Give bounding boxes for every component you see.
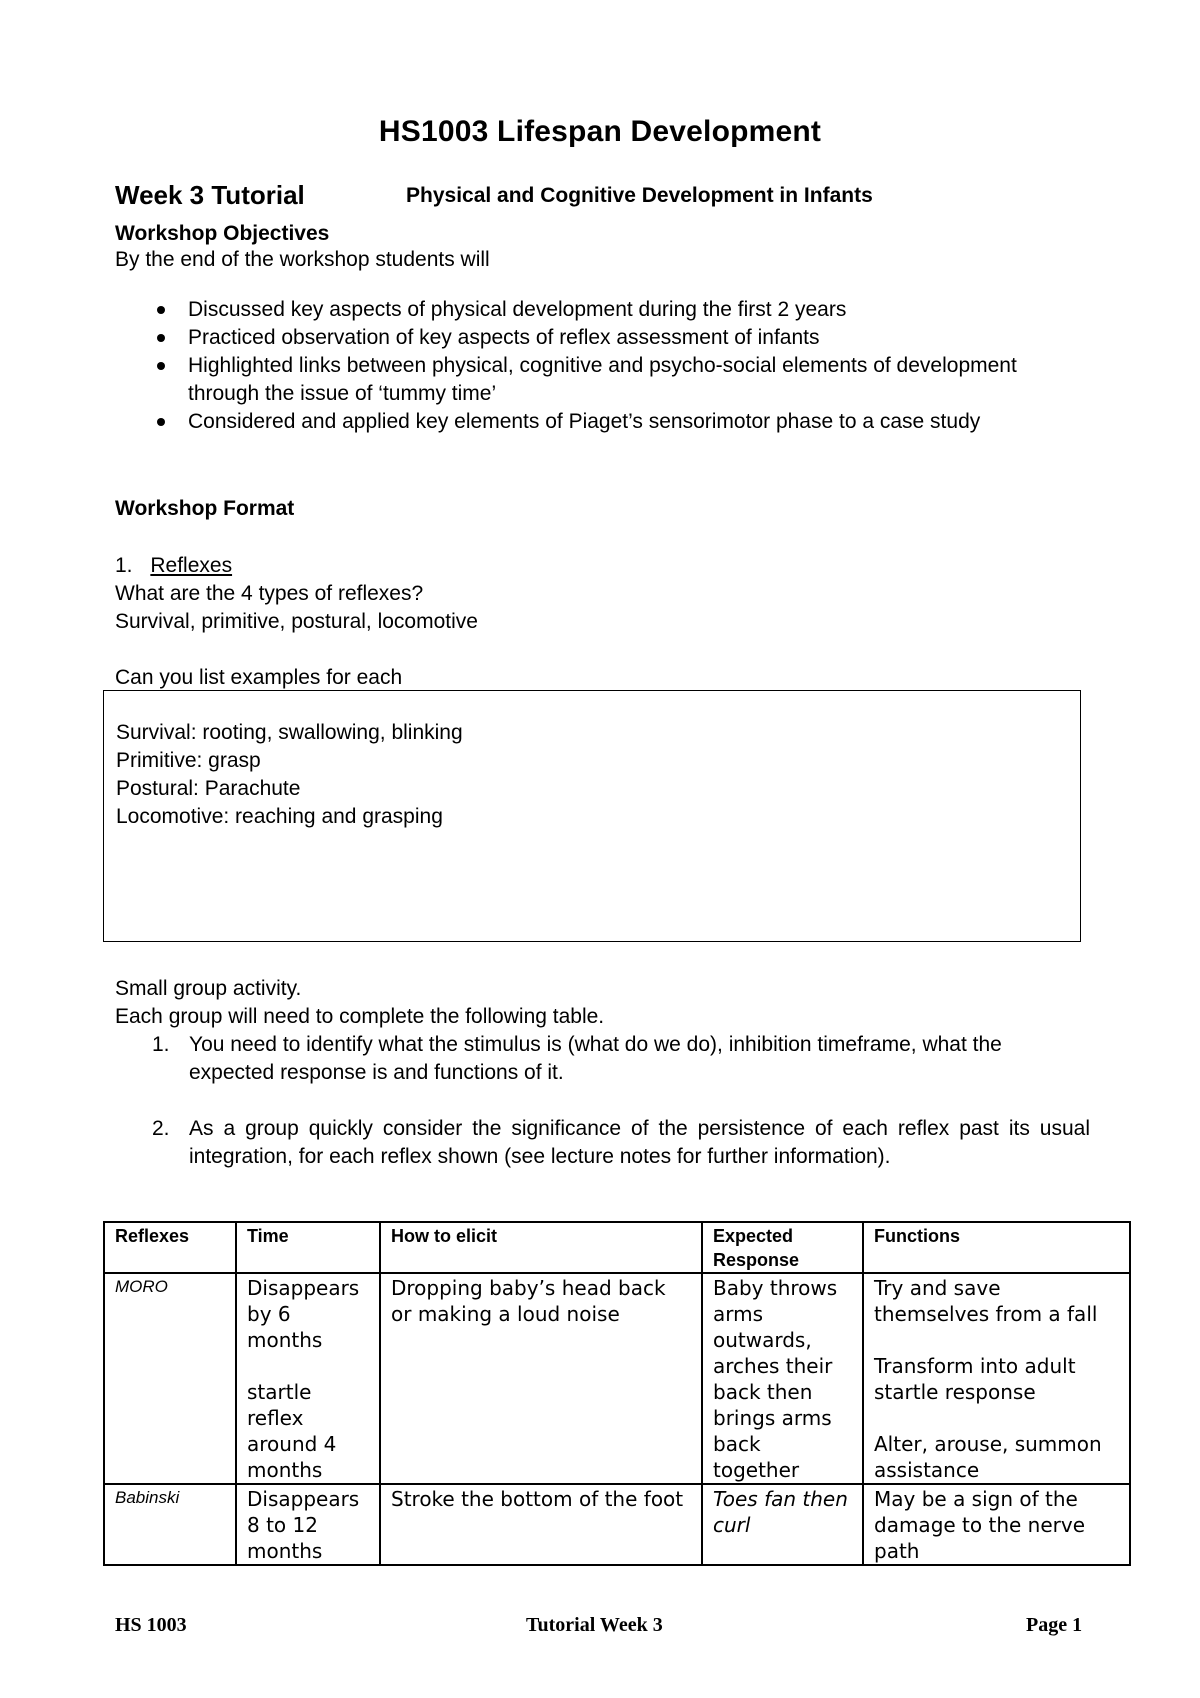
function-text: Try and save themselves from a fall <box>874 1276 1098 1326</box>
objectives-list <box>115 296 1065 436</box>
activity-task <box>115 1115 1090 1171</box>
reflex-question: What are the 4 types of reflexes? <box>115 582 424 605</box>
reflex-time <box>236 1273 380 1484</box>
task-number: 2. <box>152 1117 170 1140</box>
task-number: 1. <box>152 1033 170 1056</box>
column-header: Time <box>236 1222 380 1273</box>
examples-answer-box <box>103 690 1081 942</box>
reflex-response: Toes fan then curl <box>702 1484 863 1565</box>
objectives-intro: By the end of the workshop students will <box>115 248 490 271</box>
task-text: You need to identify what the stimulus is (what do we do), inhibition timeframe, what the expected response is and functions of it. <box>189 1033 1002 1084</box>
objectives-heading: Workshop Objectives <box>115 222 330 245</box>
activity-task-list <box>115 1115 1090 1171</box>
objective-item: Practiced observation of key aspects of reflex assessment of infants <box>115 324 1065 352</box>
format-heading: Workshop Format <box>115 497 295 520</box>
table-row <box>104 1484 1130 1565</box>
format-item-title: Reflexes <box>150 554 233 577</box>
reflex-elicit: Stroke the bottom of the foot <box>380 1484 702 1565</box>
activity-task <box>115 1031 1090 1087</box>
function-text: Transform into adult startle response <box>874 1354 1076 1404</box>
document-title: HS1003 Lifespan Development <box>378 115 822 148</box>
column-header: Expected Response <box>702 1222 863 1273</box>
function-text: Alter, arouse, summon assistance <box>874 1432 1102 1482</box>
footer-page-number: Page 1 <box>1026 1614 1083 1636</box>
format-item-number: 1. <box>115 554 133 577</box>
footer-course: HS 1003 <box>115 1614 187 1636</box>
week-label: Week 3 Tutorial <box>115 180 305 210</box>
reflex-elicit: Dropping baby’s head back or making a loud noise <box>380 1273 702 1484</box>
objective-item: Considered and applied key elements of Piaget’s sensorimotor phase to a case study <box>115 408 1065 436</box>
task-text: As a group quickly consider the significance of the persistence of each reflex past its usual integration, for each reflex shown (see lecture notes for further information). <box>189 1117 1090 1168</box>
time-text: Disappears by 6 months <box>247 1276 360 1352</box>
reflex-table <box>103 1221 1131 1566</box>
activity-line: Small group activity. <box>115 977 302 1000</box>
table-row <box>104 1273 1130 1484</box>
activity-task-list <box>115 1031 1090 1087</box>
tutorial-subtitle: Physical and Cognitive Development in Infants <box>406 184 873 207</box>
example-line: Postural: Parachute <box>116 777 301 800</box>
column-header: Reflexes <box>104 1222 236 1273</box>
format-item-reflexes <box>115 552 232 580</box>
column-header: Functions <box>863 1222 1130 1273</box>
examples-prompt: Can you list examples for each <box>115 666 403 689</box>
reflex-name: Babinski <box>104 1484 236 1565</box>
reflex-time: Disappears 8 to 12 months <box>236 1484 380 1565</box>
activity-line: Each group will need to complete the following table. <box>115 1005 605 1028</box>
reflex-answer: Survival, primitive, postural, locomotive <box>115 610 478 633</box>
footer-center: Tutorial Week 3 <box>526 1614 663 1636</box>
example-line: Primitive: grasp <box>116 749 261 772</box>
reflex-response: Baby throws arms outwards, arches their back then brings arms back together <box>702 1273 863 1484</box>
objective-item: Highlighted links between physical, cognitive and psycho-social elements of development through the issue of ‘tummy time’ <box>115 352 1065 408</box>
time-text: startle reflex around 4 months <box>247 1380 337 1482</box>
example-line: Survival: rooting, swallowing, blinking <box>116 721 463 744</box>
reflex-functions: May be a sign of the damage to the nerve path <box>863 1484 1130 1565</box>
table-header-row <box>104 1222 1130 1273</box>
reflex-functions <box>863 1273 1130 1484</box>
objective-item: Discussed key aspects of physical development during the first 2 years <box>115 296 1065 324</box>
example-line: Locomotive: reaching and grasping <box>116 805 443 828</box>
reflex-name: MORO <box>104 1273 236 1484</box>
column-header: How to elicit <box>380 1222 702 1273</box>
